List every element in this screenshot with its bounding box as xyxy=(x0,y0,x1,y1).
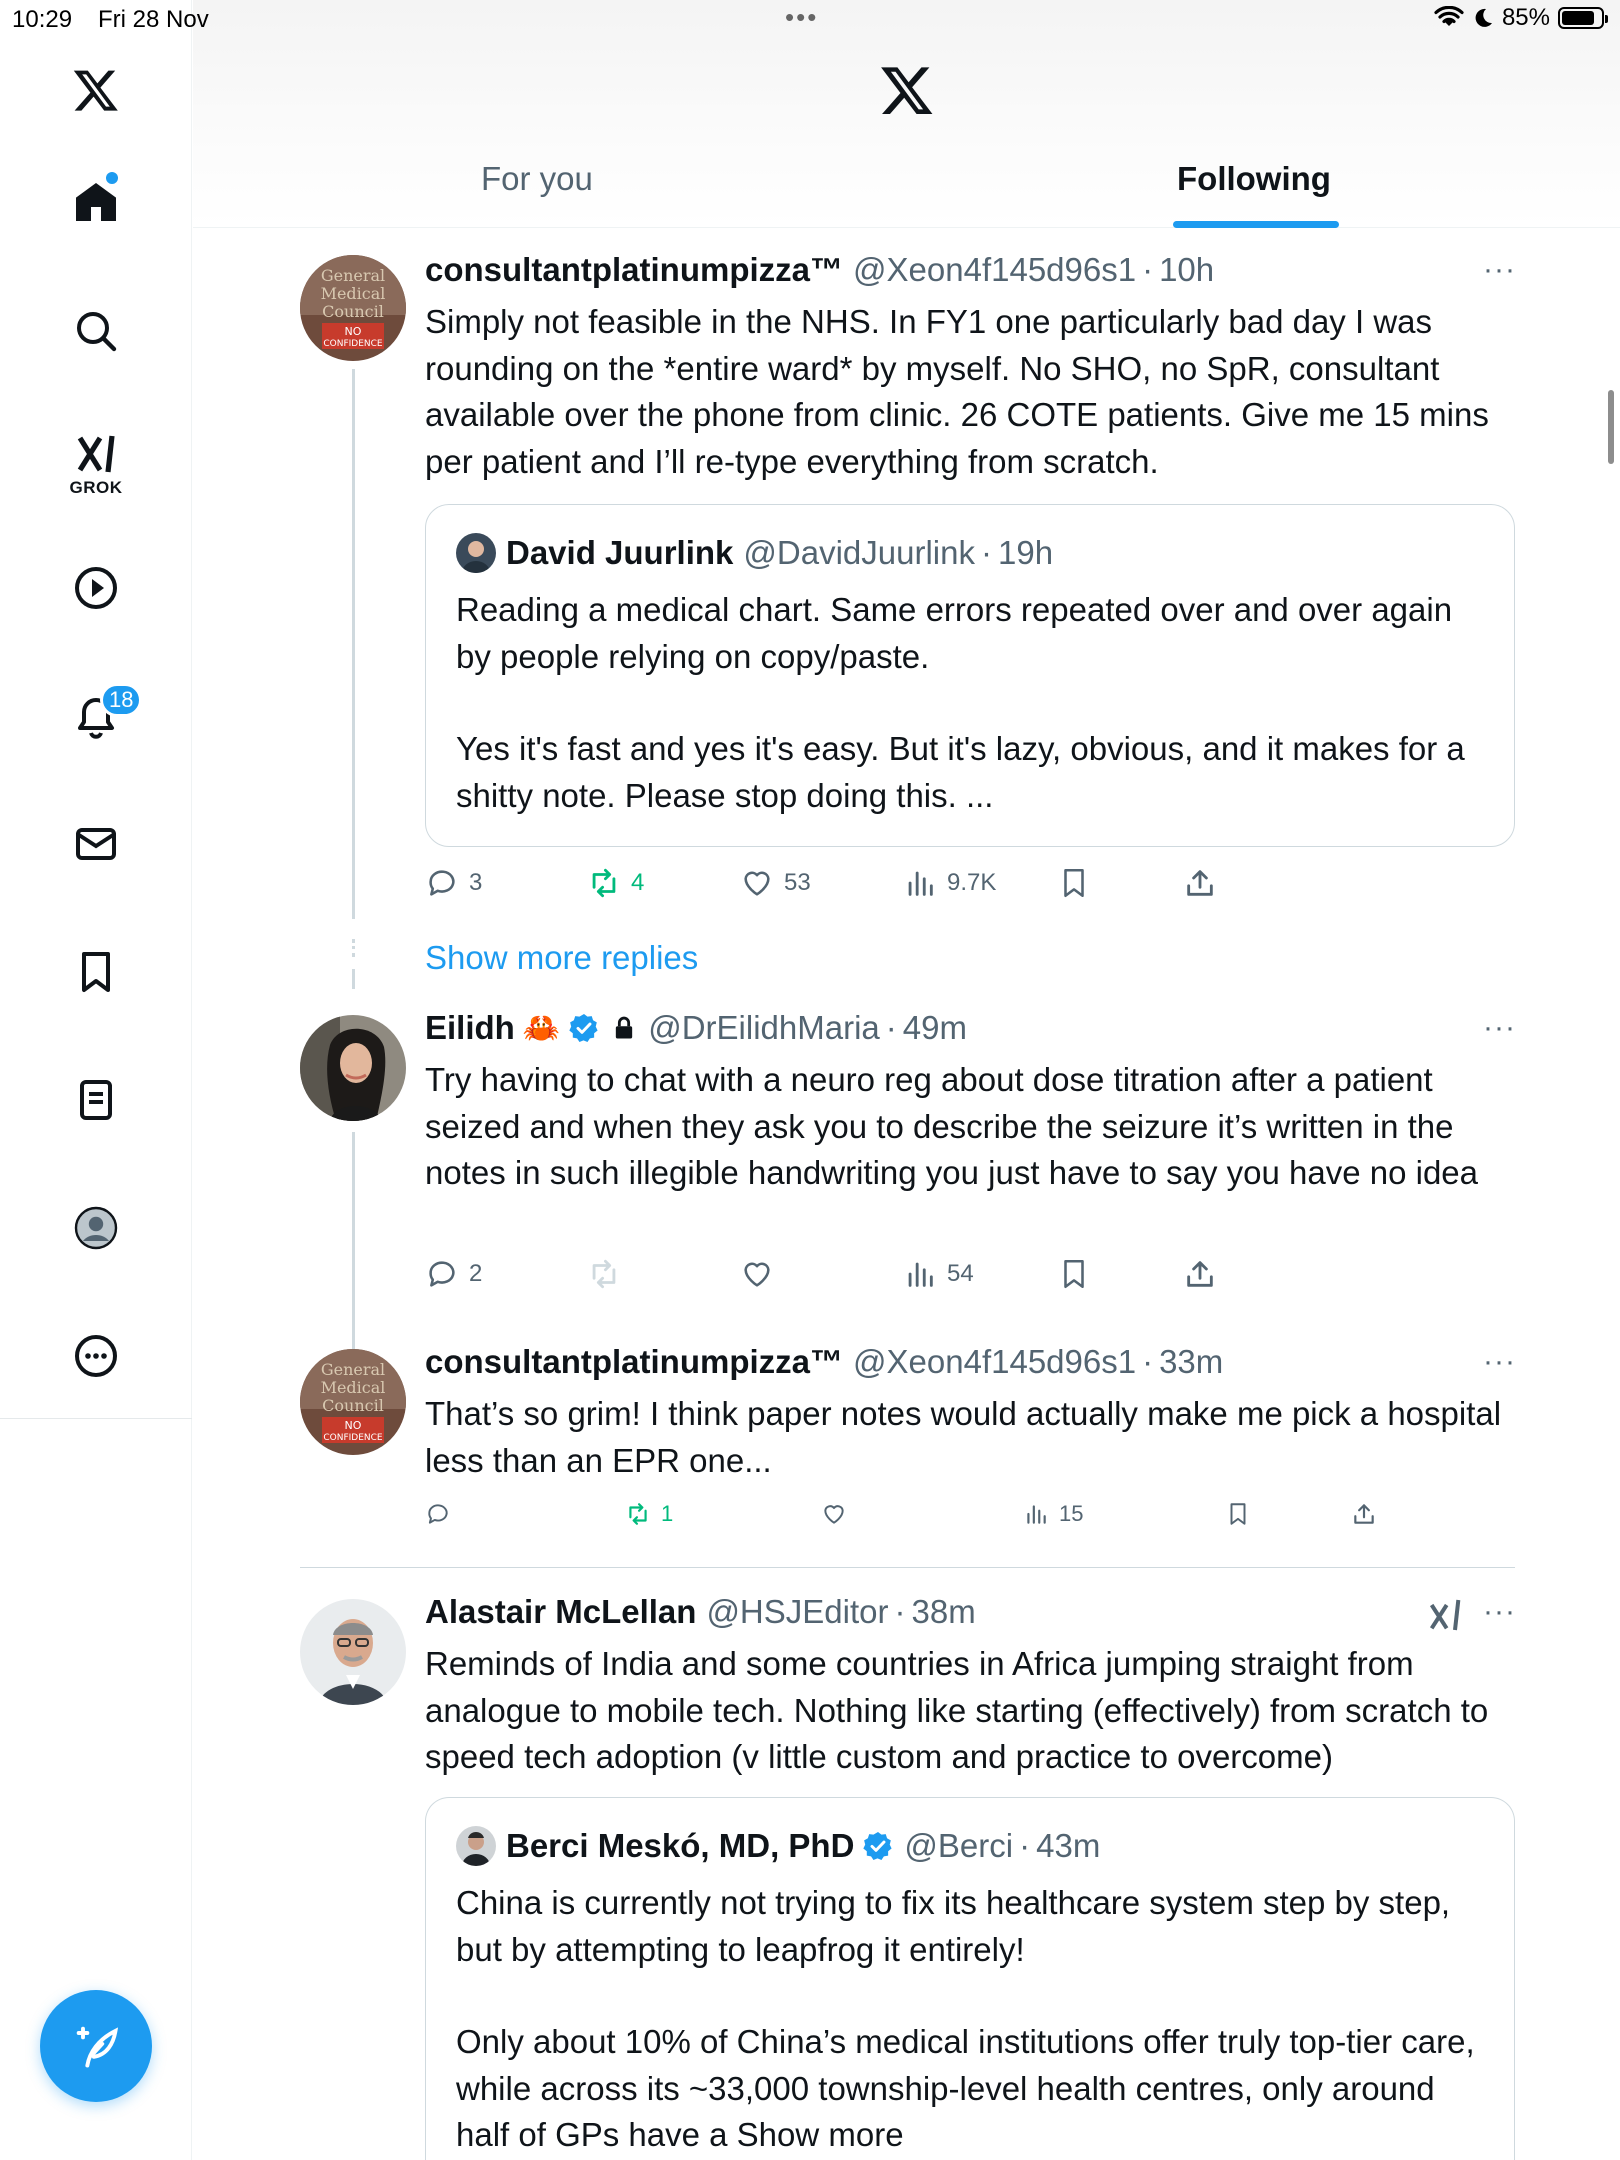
bookmark-icon xyxy=(1057,1257,1091,1291)
quote-avatar xyxy=(456,1826,496,1866)
wifi-icon xyxy=(1434,6,1464,30)
tab-for-you[interactable]: For you xyxy=(481,160,593,197)
x-logo-icon[interactable] xyxy=(879,62,935,118)
quote-text: China is currently not trying to fix its healthcare system step by step, but by attempting to leapfrog it entirely! Only about 10% of China’s medical institutions offer truly top-tier care, while across its ~33,000 township-level health centres, only around half of GPs have a Show more xyxy=(456,1884,1475,2153)
tweet-text: That’s so grim! I think paper notes would actually make me pick a hospital less than an EPR one... xyxy=(425,1395,1502,1479)
tweet-header: Alastair McLellan @HSJEditor · 38m xyxy=(425,1593,976,1630)
svg-text:Council: Council xyxy=(322,1396,384,1415)
profile-icon[interactable] xyxy=(66,1198,126,1258)
verified-badge-icon xyxy=(862,1830,894,1862)
more-options-button[interactable]: ··· xyxy=(1483,1345,1516,1378)
reply-icon xyxy=(425,1501,451,1527)
quote-author-name: Berci Meskó, MD, PhD xyxy=(506,1827,855,1864)
more-icon[interactable] xyxy=(66,1326,126,1386)
notifications-badge: 18 xyxy=(100,683,142,717)
heart-icon xyxy=(821,1501,847,1527)
repost-button-disabled xyxy=(587,1257,621,1291)
svg-text:NO: NO xyxy=(344,1419,362,1432)
bookmark-icon xyxy=(1225,1501,1251,1527)
quote-show-more-link[interactable]: Show more xyxy=(736,2116,904,2153)
reply-icon xyxy=(425,1257,459,1291)
quote-author-handle: @DavidJuurlink xyxy=(743,534,975,571)
views-chart-icon xyxy=(903,1257,937,1291)
x-logo-icon[interactable] xyxy=(66,60,126,120)
quote-time: 43m xyxy=(1036,1827,1101,1864)
svg-text:NO: NO xyxy=(344,325,362,338)
quote-author-name: David Juurlink xyxy=(506,534,734,571)
quote-header: Berci Meskó, MD, PhD @Berci · 43m xyxy=(456,1826,1100,1866)
mail-icon[interactable] xyxy=(66,814,126,874)
repost-icon xyxy=(587,866,621,900)
list-icon[interactable] xyxy=(66,1070,126,1130)
heart-icon xyxy=(740,866,774,900)
repost-button[interactable]: 4 xyxy=(587,866,644,900)
avatar[interactable] xyxy=(300,1349,406,1455)
share-icon xyxy=(1351,1501,1377,1527)
search-icon[interactable] xyxy=(66,301,126,361)
compose-feather-icon xyxy=(70,2020,122,2072)
share-button[interactable] xyxy=(1183,866,1217,900)
quote-avatar xyxy=(456,533,496,573)
tweet-time[interactable]: 38m xyxy=(911,1593,976,1630)
bookmark-icon[interactable] xyxy=(66,942,126,1002)
quote-text: Reading a medical chart. Same errors repeated over and over again by people relying on copy/paste. Yes it's fast and yes it's easy. But it's lazy, obvious, and it makes for a shitty note. Please stop doing this. ... xyxy=(456,591,1465,814)
repost-button[interactable]: 1 xyxy=(625,1501,673,1527)
reply-button[interactable]: 2 xyxy=(425,1257,482,1291)
battery-percent: 85% xyxy=(1501,4,1550,31)
battery-icon xyxy=(1558,7,1604,29)
tweet-time[interactable]: 33m xyxy=(1159,1343,1224,1380)
avatar[interactable] xyxy=(300,1599,406,1705)
more-options-button[interactable]: ··· xyxy=(1483,253,1516,286)
tweet-time[interactable]: 10h xyxy=(1159,251,1215,288)
like-button[interactable] xyxy=(740,1257,774,1291)
tweet-header: Eilidh 🦀 @DrEilidhMaria · 49m xyxy=(425,1009,967,1046)
views-button[interactable]: 54 xyxy=(903,1257,974,1291)
thread-gap xyxy=(352,939,355,957)
svg-text:Medical: Medical xyxy=(320,284,386,303)
share-button[interactable] xyxy=(1183,1257,1217,1291)
tweet-actions xyxy=(425,1257,1515,1297)
active-tab-indicator xyxy=(1173,221,1339,228)
tweet-header: consultantplatinumpizza™ @Xeon4f145d96s1 · 10h xyxy=(425,251,1215,288)
avatar[interactable] xyxy=(300,255,406,361)
grok-icon[interactable] xyxy=(66,424,126,484)
status-time: 10:29 xyxy=(12,6,73,33)
more-options-button[interactable]: ··· xyxy=(1483,1595,1516,1628)
thread-line xyxy=(352,369,355,919)
avatar[interactable] xyxy=(300,1015,406,1121)
author-handle[interactable]: @Xeon4f145d96s1 xyxy=(853,251,1137,288)
quote-header: David Juurlink @DavidJuurlink · 19h xyxy=(456,533,1053,573)
reply-button[interactable]: 3 xyxy=(425,866,482,900)
reply-icon xyxy=(425,866,459,900)
tweet-text: Try having to chat with a neuro reg about dose titration after a patient seized and when they ask you to describe the seizure it’s written in the notes in such illegible handwriting you just have to say you have no idea xyxy=(425,1061,1479,1191)
status-bar xyxy=(0,0,1620,40)
share-icon xyxy=(1183,866,1217,900)
moon-icon xyxy=(1472,7,1494,29)
crab-emoji: 🦀 xyxy=(522,1011,561,1045)
sidebar-divider xyxy=(0,1418,192,1419)
svg-text:Medical: Medical xyxy=(320,1378,386,1397)
bookmark-button[interactable] xyxy=(1057,866,1091,900)
lock-icon xyxy=(610,1014,638,1042)
tweet-divider xyxy=(300,1567,1515,1568)
quoted-tweet[interactable] xyxy=(425,1797,1515,2160)
views-chart-icon xyxy=(1023,1501,1049,1527)
views-button[interactable]: 9.7K xyxy=(903,866,996,900)
quoted-tweet[interactable] xyxy=(425,504,1515,847)
svg-text:CONFIDENCE: CONFIDENCE xyxy=(323,339,383,349)
show-more-replies-link[interactable]: Show more replies xyxy=(425,939,699,976)
author-name[interactable]: consultantplatinumpizza™ xyxy=(425,251,844,288)
svg-text:General: General xyxy=(320,266,386,285)
tweet-actions xyxy=(425,1501,1515,1541)
tab-following[interactable]: Following xyxy=(1177,160,1331,197)
heart-icon xyxy=(740,1257,774,1291)
tweet-text: Simply not feasible in the NHS. In FY1 one particularly bad day I was rounding on the *entire ward* by myself. No SHO, no SpR, consultant available over the phone from clinic. 26 COTE patients. Give me 15 mins per patient and I’ll re-type everything from scratch. xyxy=(425,303,1489,480)
share-button[interactable] xyxy=(1351,1501,1377,1527)
like-button[interactable]: 53 xyxy=(740,866,811,900)
reply-button[interactable] xyxy=(425,1501,451,1527)
author-name[interactable]: Eilidh xyxy=(425,1009,515,1046)
tweet-header: consultantplatinumpizza™ @Xeon4f145d96s1 · 33m xyxy=(425,1343,1224,1380)
tweet-time[interactable]: 49m xyxy=(902,1009,967,1046)
grok-explain-icon[interactable] xyxy=(1425,1595,1465,1635)
svg-text:General: General xyxy=(320,1360,386,1379)
views-chart-icon xyxy=(903,866,937,900)
bookmark-icon xyxy=(1057,866,1091,900)
svg-text:CONFIDENCE: CONFIDENCE xyxy=(323,1433,383,1443)
verified-badge-icon xyxy=(568,1012,600,1044)
status-date: Fri 28 Nov xyxy=(98,6,209,33)
author-name[interactable]: Alastair McLellan xyxy=(425,1593,697,1630)
like-button[interactable] xyxy=(821,1501,847,1527)
more-options-button[interactable]: ··· xyxy=(1483,1011,1516,1044)
multitask-dots[interactable]: ••• xyxy=(785,2,819,32)
tweet-actions xyxy=(425,866,1515,906)
timeline-feed xyxy=(193,229,1620,2160)
status-right xyxy=(1434,4,1604,32)
author-name[interactable]: consultantplatinumpizza™ xyxy=(425,1343,844,1380)
home-unread-dot xyxy=(106,172,118,184)
author-handle[interactable]: @DrEilidhMaria xyxy=(648,1009,880,1046)
quote-time: 19h xyxy=(997,534,1054,571)
sidebar xyxy=(0,0,192,2160)
grok-label: GROK xyxy=(69,478,123,497)
tweet-text: Reminds of India and some countries in Africa jumping straight from analogue to mobile tech. Nothing like starting (effectively) from scratch to speed tech adoption (v little custom and practice to overcome) xyxy=(425,1645,1489,1775)
svg-text:Council: Council xyxy=(322,302,384,321)
repost-icon xyxy=(587,1257,621,1291)
bookmark-button[interactable] xyxy=(1057,1257,1091,1291)
compose-post-button[interactable] xyxy=(40,1990,152,2102)
share-icon xyxy=(1183,1257,1217,1291)
repost-icon xyxy=(625,1501,651,1527)
thread-line xyxy=(352,969,355,989)
play-icon[interactable] xyxy=(66,558,126,618)
bookmark-button[interactable] xyxy=(1225,1501,1251,1527)
quote-author-handle: @Berci xyxy=(904,1827,1014,1864)
author-handle[interactable]: @Xeon4f145d96s1 xyxy=(853,1343,1137,1380)
author-handle[interactable]: @HSJEditor xyxy=(706,1593,889,1630)
views-button[interactable]: 15 xyxy=(1023,1501,1083,1527)
